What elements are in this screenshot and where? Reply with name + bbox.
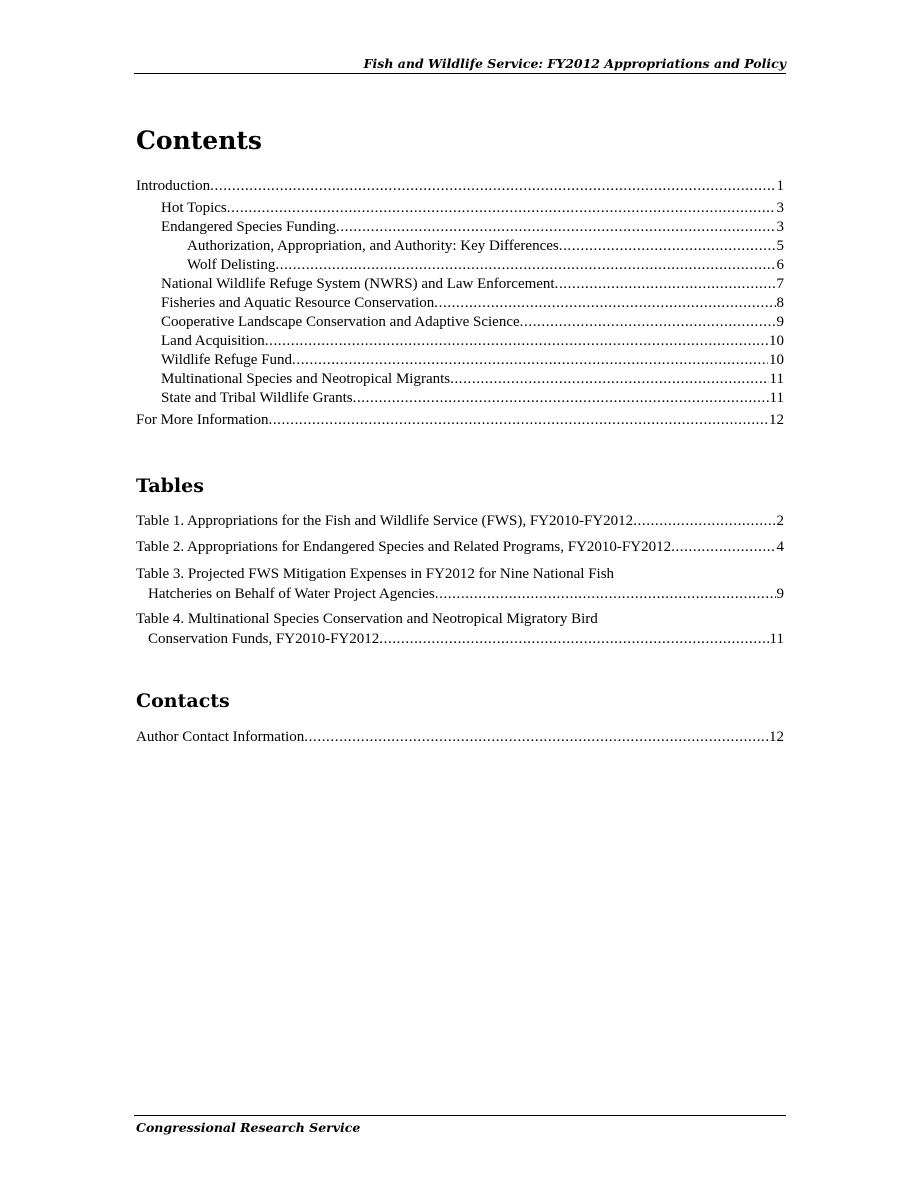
toc-entry-text: State and Tribal Wildlife Grants bbox=[161, 390, 353, 406]
toc-entry-text-line2: Hatcheries on Behalf of Water Project Agencies bbox=[148, 586, 435, 602]
toc-page-number: 12 bbox=[769, 412, 784, 428]
toc-page-number: 11 bbox=[769, 371, 784, 387]
leader-dots bbox=[353, 389, 769, 408]
toc-entry-authorization-appropriation[interactable] bbox=[187, 237, 784, 256]
leader-dots bbox=[450, 370, 768, 389]
toc-entry-text: Table 2. Appropriations for Endangered Species and Related Programs, FY2010-FY2012 bbox=[136, 539, 672, 555]
leader-dots bbox=[268, 411, 768, 430]
toc-entry-table-2[interactable] bbox=[136, 538, 784, 557]
toc-entry-multinational-species[interactable] bbox=[161, 370, 784, 389]
toc-page-number: 9 bbox=[776, 586, 784, 602]
toc-entry-text: Wildlife Refuge Fund bbox=[161, 352, 293, 368]
leader-dots bbox=[435, 584, 776, 604]
leader-dots bbox=[434, 294, 775, 313]
toc-entry-table-4[interactable] bbox=[136, 609, 784, 649]
toc-entry-endangered-species-funding[interactable] bbox=[161, 218, 784, 237]
toc-entry-wildlife-refuge-fund[interactable] bbox=[161, 351, 784, 370]
leader-dots bbox=[227, 199, 776, 218]
running-footer: Congressional Research Service bbox=[136, 1120, 361, 1135]
toc-entry-text: Author Contact Information bbox=[136, 729, 305, 745]
toc-entry-text-line1: Table 4. Multinational Species Conservation and Neotropical Migratory Bird bbox=[136, 611, 598, 627]
toc-page-number: 3 bbox=[776, 200, 784, 216]
toc-entry-text-line2: Conservation Funds, FY2010-FY2012 bbox=[148, 631, 380, 647]
toc-entry-text: Hot Topics bbox=[161, 200, 227, 216]
leader-dots bbox=[304, 728, 768, 747]
toc-page-number: 5 bbox=[776, 238, 784, 254]
toc-entry-fisheries-aquatic[interactable] bbox=[161, 294, 784, 313]
toc-entry-text: Land Acquisition bbox=[161, 333, 265, 349]
leader-dots bbox=[292, 351, 768, 370]
toc-page-number: 7 bbox=[776, 276, 784, 292]
toc-entry-text: Multinational Species and Neotropical Migrants bbox=[161, 371, 451, 387]
toc-entry-wolf-delisting[interactable] bbox=[187, 256, 784, 275]
toc-page-number: 9 bbox=[776, 314, 784, 330]
footer-rule bbox=[134, 1115, 786, 1116]
toc-entry-hot-topics[interactable] bbox=[161, 199, 784, 218]
header-rule bbox=[134, 73, 786, 74]
leader-dots bbox=[379, 629, 768, 649]
leader-dots bbox=[275, 256, 775, 275]
tables-heading: Tables bbox=[136, 475, 204, 497]
leader-dots bbox=[520, 313, 776, 332]
toc-page-number: 6 bbox=[776, 257, 784, 273]
leader-dots bbox=[555, 275, 776, 294]
toc-entry-author-contact[interactable] bbox=[136, 728, 784, 747]
toc-entry-text: Introduction bbox=[136, 178, 211, 194]
contacts-heading: Contacts bbox=[136, 690, 230, 712]
toc-page-number: 11 bbox=[769, 631, 784, 647]
toc-entry-text: Table 1. Appropriations for the Fish and Wildlife Service (FWS), FY2010-FY2012 bbox=[136, 513, 634, 529]
toc-page-number: 4 bbox=[776, 539, 784, 555]
leader-dots bbox=[336, 218, 776, 237]
toc-entry-introduction[interactable] bbox=[136, 177, 784, 196]
toc-entry-text: Endangered Species Funding bbox=[161, 219, 336, 235]
toc-entry-table-1[interactable] bbox=[136, 512, 784, 531]
toc-entry-cooperative-landscape[interactable] bbox=[161, 313, 784, 332]
toc-entry-text: Authorization, Appropriation, and Authority: Key Differences bbox=[187, 238, 559, 254]
toc-page-number: 10 bbox=[769, 333, 784, 349]
running-header: Fish and Wildlife Service: FY2012 Appropriations and Policy bbox=[363, 56, 786, 71]
toc-page-number: 8 bbox=[776, 295, 784, 311]
toc-entry-nwrs-law-enforcement[interactable] bbox=[161, 275, 784, 294]
toc-page-number: 10 bbox=[769, 352, 784, 368]
leader-dots bbox=[559, 237, 776, 256]
toc-entry-text: Cooperative Landscape Conservation and Adaptive Science bbox=[161, 314, 520, 330]
toc-page-number: 12 bbox=[769, 729, 784, 745]
contents-heading: Contents bbox=[136, 126, 263, 155]
toc-entry-text: National Wildlife Refuge System (NWRS) and Law Enforcement bbox=[161, 276, 555, 292]
toc-page-number: 3 bbox=[776, 219, 784, 235]
toc-entry-for-more-information[interactable] bbox=[136, 411, 784, 430]
toc-entry-land-acquisition[interactable] bbox=[161, 332, 784, 351]
toc-entry-text-line1: Table 3. Projected FWS Mitigation Expenses in FY2012 for Nine National Fish bbox=[136, 566, 615, 582]
leader-dots bbox=[633, 512, 775, 531]
toc-entry-table-3[interactable] bbox=[136, 564, 784, 604]
toc-entry-text: Wolf Delisting bbox=[187, 257, 276, 273]
toc-page-number: 1 bbox=[776, 178, 784, 194]
toc-entry-text: For More Information bbox=[136, 412, 269, 428]
leader-dots bbox=[210, 177, 775, 196]
leader-dots bbox=[671, 538, 775, 557]
leader-dots bbox=[265, 332, 768, 351]
toc-entry-text: Fisheries and Aquatic Resource Conservation bbox=[161, 295, 435, 311]
toc-page-number: 2 bbox=[776, 513, 784, 529]
toc-page-number: 11 bbox=[769, 390, 784, 406]
toc-entry-state-tribal-grants[interactable] bbox=[161, 389, 784, 408]
